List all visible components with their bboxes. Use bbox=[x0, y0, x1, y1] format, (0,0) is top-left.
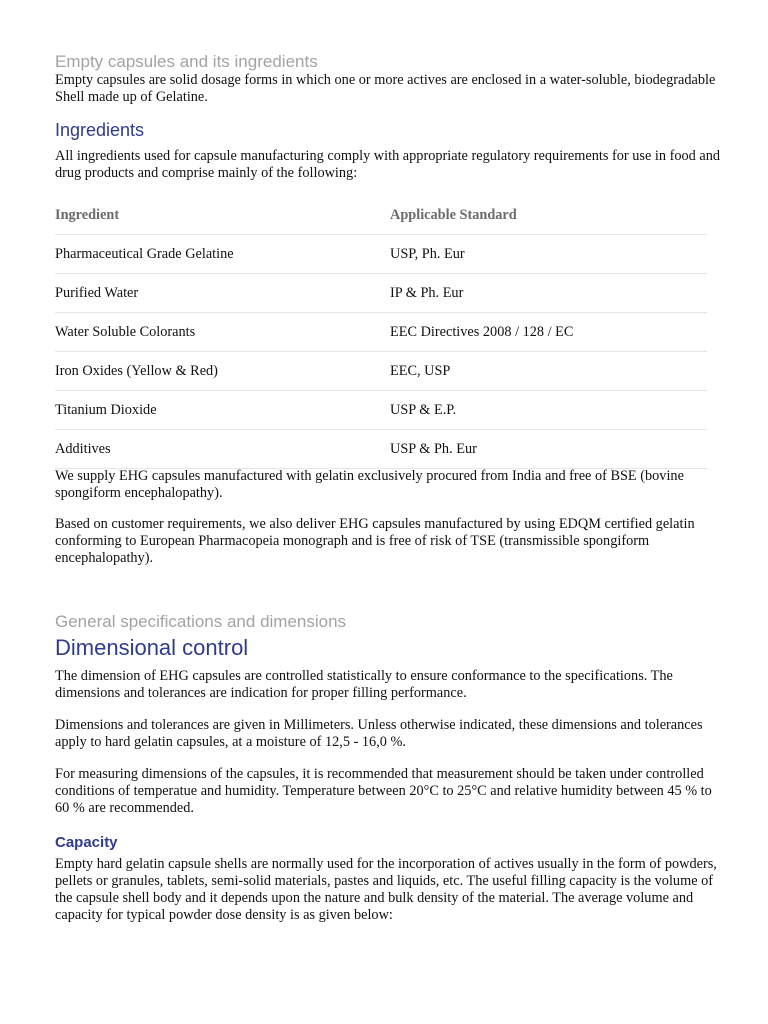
column-header-standard: Applicable Standard bbox=[390, 196, 707, 235]
ingredient-cell: Pharmaceutical Grade Gelatine bbox=[55, 235, 390, 274]
table-row bbox=[55, 430, 707, 469]
ingredients-intro-paragraph: All ingredients used for capsule manufacturing comply with appropriate regulatory requirements for use in food and drug products and comprise mainly of the following: bbox=[55, 148, 721, 181]
standard-cell: IP & Ph. Eur bbox=[390, 274, 707, 313]
column-header-ingredient: Ingredient bbox=[55, 196, 390, 235]
ingredient-cell: Water Soluble Colorants bbox=[55, 313, 390, 352]
table-row bbox=[55, 352, 707, 391]
bse-note-paragraph: We supply EHG capsules manufactured with gelatin exclusively procured from India and free of BSE (bovine spongiform encephalopathy). bbox=[55, 468, 684, 501]
standard-cell: USP, Ph. Eur bbox=[390, 235, 707, 274]
standard-cell: EEC, USP bbox=[390, 352, 707, 391]
ingredient-cell: Titanium Dioxide bbox=[55, 391, 390, 430]
section-title-empty-capsules: Empty capsules and its ingredients bbox=[55, 52, 318, 71]
section-title-specifications: General specifications and dimensions bbox=[55, 612, 347, 631]
ingredient-cell: Iron Oxides (Yellow & Red) bbox=[55, 352, 390, 391]
section-intro-paragraph: Empty capsules are solid dosage forms in which one or more actives are enclosed in a water-soluble, biodegradable Shell made up of Gelatine. bbox=[55, 72, 716, 105]
ingredients-table bbox=[55, 196, 707, 469]
table-row bbox=[55, 313, 707, 352]
ingredient-cell: Additives bbox=[55, 430, 390, 469]
tse-note-paragraph: Based on customer requirements, we also deliver EHG capsules manufactured by using EDQM certified gelatin conforming to European Pharmacopeia monograph and is free of risk of TSE (transmissible spongiform encephalopathy). bbox=[55, 516, 695, 566]
capacity-paragraph: Empty hard gelatin capsule shells are normally used for the incorporation of actives usually in the form of powders, pellets or granules, tablets, semi-solid materials, pastes and liquids, etc. The useful filling capacity is the volume of the capsule shell body and it depends upon the nature and bulk density of the material. The average volume and capacity for typical powder dose density is as given below: bbox=[55, 856, 717, 923]
standard-cell: USP & E.P. bbox=[390, 391, 707, 430]
ingredient-cell: Purified Water bbox=[55, 274, 390, 313]
table-row bbox=[55, 391, 707, 430]
ingredients-heading: Ingredients bbox=[55, 120, 145, 140]
dimension-paragraph-2: Dimensions and tolerances are given in Millimeters. Unless otherwise indicated, these dimensions and tolerances apply to hard gelatin capsules, at a moisture of 12,5 - 16,0 %. bbox=[55, 717, 703, 750]
capacity-heading: Capacity bbox=[55, 834, 118, 851]
dimensional-control-heading: Dimensional control bbox=[55, 635, 249, 660]
standard-cell: USP & Ph. Eur bbox=[390, 430, 707, 469]
standard-cell: EEC Directives 2008 / 128 / EC bbox=[390, 313, 707, 352]
dimension-paragraph-3: For measuring dimensions of the capsules, it is recommended that measurement should be taken under controlled conditions of temperatue and humidity. Temperature between 20°C to 25°C and relative humidity between 45 % to 60 % are recommended. bbox=[55, 766, 712, 816]
table-row bbox=[55, 274, 707, 313]
dimension-paragraph-1: The dimension of EHG capsules are controlled statistically to ensure conformance to the specifications. The dimensions and tolerances are indication for proper filling performance. bbox=[55, 668, 673, 701]
table-header-row bbox=[55, 196, 707, 235]
table-row bbox=[55, 235, 707, 274]
